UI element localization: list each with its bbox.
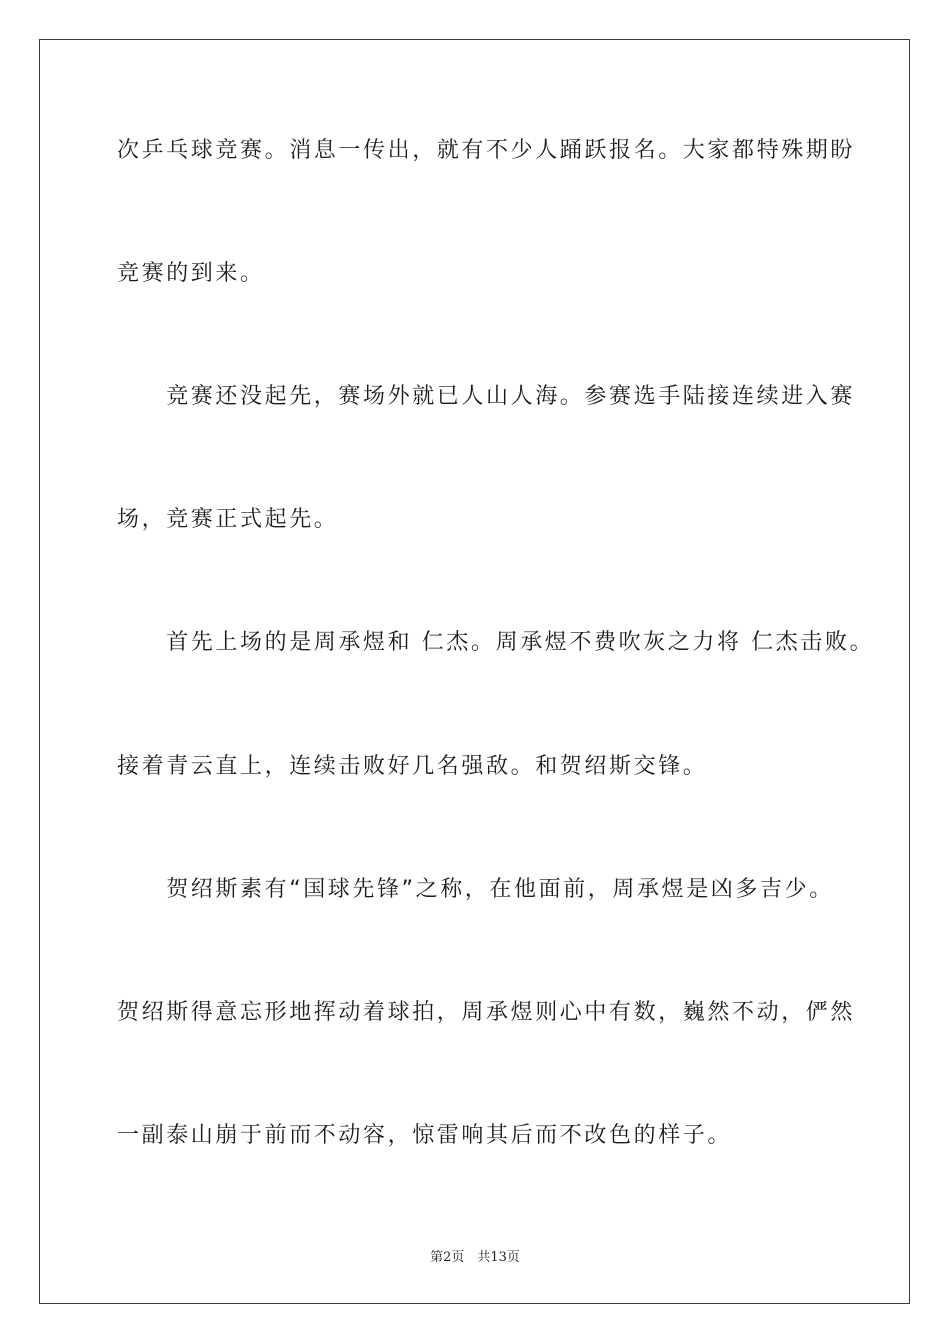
text-line-3: 竞赛还没起先，赛场外就已人山人海。参赛选手陆接连续进入赛 bbox=[117, 384, 856, 409]
text-line-5: 首先上场的是周承煜和 仁杰。周承煜不费吹灰之力将 仁杰击败。 bbox=[117, 630, 875, 655]
text-line-9: 一副泰山崩于前而不动容，惊雷响其后而不改色的样子。 bbox=[117, 1123, 733, 1148]
text-line-4: 场，竞赛正式起先。 bbox=[117, 507, 339, 532]
text-line-6: 接着青云直上，连续击败好几名强敌。和贺绍斯交锋。 bbox=[117, 754, 708, 779]
text-line-7: 贺绍斯素有“国球先锋”之称，在他面前，周承煜是凶多吉少。 bbox=[117, 877, 834, 902]
page-frame bbox=[39, 39, 910, 1304]
text-line-8: 贺绍斯得意忘形地挥动着球拍，周承煜则心中有数，巍然不动，俨然 bbox=[117, 1000, 856, 1025]
text-line-1: 次乒乓球竞赛。消息一传出，就有不少人踊跃报名。大家都特殊期盼 bbox=[117, 138, 856, 163]
text-line-2: 竞赛的到来。 bbox=[117, 261, 265, 286]
page-number-footer: 第2页 共13页 bbox=[430, 1250, 520, 1265]
